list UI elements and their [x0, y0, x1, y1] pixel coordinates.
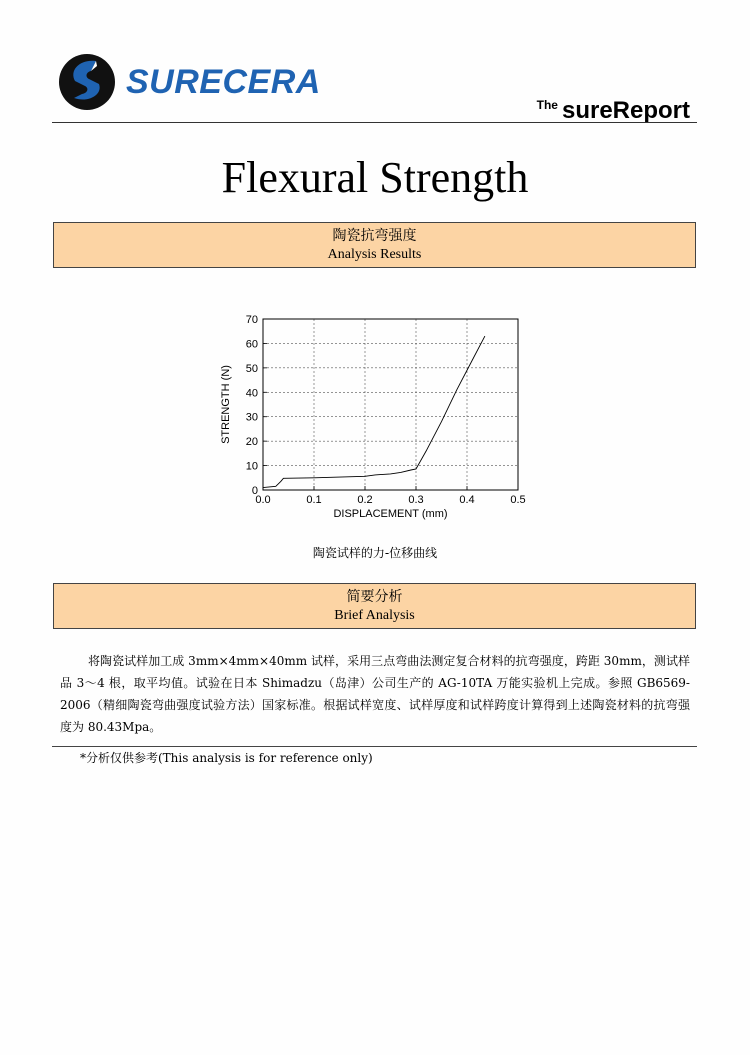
- chart-grid: [263, 319, 518, 490]
- chart-series-line: [263, 336, 485, 488]
- brief-analysis-text: 将陶瓷试样加工成 3mm×4mm×40mm 试样，采用三点弯曲法测定复合材料的抗弯强度，跨距 30mm，测试样品 3～4 根，取平均值。试验在日本 Shimadzu（岛津）公司生产的 AG-10TA 万能实验机上完成。参照 GB6569-2006（精细陶瓷弯曲强度试验方法）国家标准。根据试样宽度、试样厚度和试样跨度计算得到上述陶瓷材料的抗弯强度为 80.43Mpa。: [60, 654, 690, 734]
- section-title-zh: 简要分析: [346, 589, 403, 605]
- chart-y-tick-label: 20: [245, 436, 258, 449]
- chart-x-tick-label: 0.5: [510, 494, 526, 506]
- report-prefix: The: [536, 98, 558, 112]
- chart-x-tick-label: 0.4: [459, 494, 475, 506]
- chart-svg: [215, 308, 535, 523]
- chart-y-tick-label: 0: [251, 485, 258, 497]
- section-band-results: [53, 222, 696, 268]
- footer-divider: [52, 746, 697, 747]
- chart-y-tick-label: 30: [245, 411, 258, 424]
- chart-y-tick-label: 70: [245, 314, 258, 326]
- section-title-en: Analysis Results: [327, 247, 422, 262]
- chart-x-tick-label: 0.2: [357, 494, 373, 506]
- chart-caption: 陶瓷试样的力-位移曲线: [312, 546, 438, 560]
- page-title: Flexural Strength: [221, 153, 529, 202]
- chart-y-axis-label: STRENGTH (N): [220, 365, 232, 444]
- section-title-en: Brief Analysis: [334, 608, 415, 623]
- header-divider: [52, 122, 697, 123]
- strength-displacement-chart: [215, 308, 535, 523]
- chart-x-tick-label: 0.3: [408, 494, 424, 506]
- disclaimer-footnote: *分析仅供参考(This analysis is for reference only): [80, 751, 373, 765]
- brand-name: SURECERA: [126, 63, 321, 101]
- chart-y-tick-label: 60: [245, 338, 258, 351]
- section-title-zh: 陶瓷抗弯强度: [332, 228, 417, 244]
- report-name: sureReport: [561, 97, 690, 124]
- surecera-s-logo-icon: [58, 52, 116, 112]
- chart-y-tick-label: 50: [245, 362, 258, 375]
- section-band-brief: [53, 583, 696, 629]
- chart-x-tick-label: 0.0: [255, 494, 271, 506]
- chart-y-tick-label: 10: [245, 460, 258, 473]
- report-tag: [537, 90, 690, 129]
- chart-y-tick-label: 40: [245, 387, 258, 400]
- chart-x-tick-label: 0.1: [306, 494, 322, 506]
- chart-series: [263, 336, 485, 488]
- chart-ticks: [246, 314, 526, 506]
- chart-plot-frame: [263, 319, 518, 490]
- chart-x-axis-label: DISPLACEMENT (mm): [333, 508, 448, 520]
